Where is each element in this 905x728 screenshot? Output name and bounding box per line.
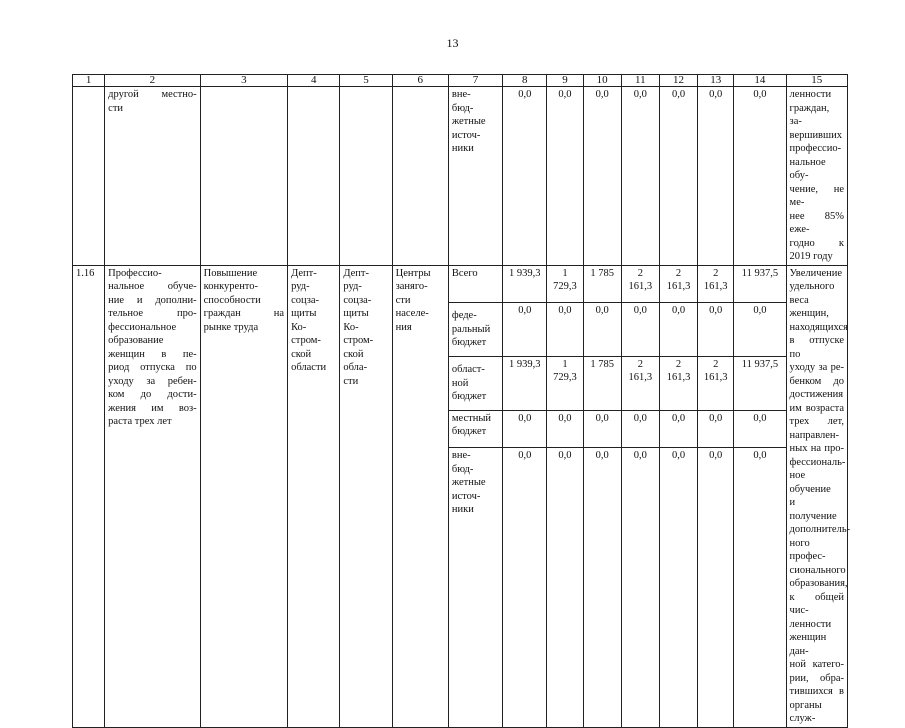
source-text: бюджет — [451, 426, 487, 438]
value-cell: 0,0 — [503, 448, 547, 727]
value-cell: 2 161,3 — [698, 356, 734, 410]
coexecutor-text: руд- — [343, 281, 362, 292]
value-cell: 0,0 — [503, 302, 547, 356]
value-cell: 0,0 — [547, 87, 583, 266]
value-cell: 0,0 — [734, 87, 786, 266]
coexecutor-text: обла- — [343, 362, 368, 373]
result-text: трех лет, — [789, 416, 844, 427]
cell-executor — [288, 265, 340, 727]
column-header: 8 — [503, 75, 547, 87]
coexecutor-text: Депт- — [343, 267, 369, 279]
value-cell: 0,0 — [659, 448, 697, 727]
cell-source — [448, 448, 502, 727]
page-number: 13 — [446, 36, 459, 50]
value-cell: 0,0 — [583, 302, 621, 356]
value-cell: 0,0 — [698, 302, 734, 356]
executor-text: Ко- — [291, 321, 307, 333]
value-cell: 1 939,3 — [503, 356, 547, 410]
cell-event — [105, 265, 200, 727]
value-cell: 1 939,3 — [503, 265, 547, 302]
event-text: тельное про- — [108, 308, 197, 319]
value-cell: 0,0 — [547, 448, 583, 727]
value-cell: 2 161,3 — [698, 265, 734, 302]
participants-text: ния — [395, 321, 412, 333]
header-row — [73, 75, 848, 87]
cell-participants — [392, 87, 448, 266]
event-text: риод отпуска по — [108, 362, 197, 373]
goal-text: способности — [203, 294, 261, 306]
value-cell: 0,0 — [583, 448, 621, 727]
cell-source — [448, 87, 502, 266]
value-cell: 11 937,5 — [734, 265, 786, 302]
result-text: граждан, за- — [789, 102, 830, 127]
column-header: 10 — [583, 75, 621, 87]
result-text: уходу за ре- — [789, 362, 844, 373]
source-text: бюджет — [451, 391, 487, 403]
column-header: 5 — [340, 75, 392, 87]
result-text: находящихся — [789, 321, 848, 333]
value-cell: 0,0 — [503, 87, 547, 266]
coexecutor-text: ской — [343, 348, 364, 360]
source-text: ной — [451, 377, 469, 389]
value-cell: 1 729,3 — [547, 265, 583, 302]
event-text: Профессио- — [108, 267, 162, 279]
result-text: профессио- — [789, 143, 842, 154]
value-cell: 0,0 — [659, 410, 697, 447]
cell-source — [448, 302, 502, 356]
source-text: бюджет — [451, 337, 487, 348]
participants-text: заняго- — [395, 281, 428, 292]
column-header: 4 — [288, 75, 340, 87]
value-cell: 0,0 — [734, 448, 786, 727]
coexecutor-text: соцза- — [343, 294, 372, 306]
value-cell: 0,0 — [698, 410, 734, 447]
value-cell: 0,0 — [659, 87, 697, 266]
source-text: ральный — [451, 323, 491, 335]
value-cell: 0,0 — [621, 302, 659, 356]
source-text: источ- — [451, 129, 481, 141]
executor-text: соцза- — [291, 294, 320, 306]
result-text: им возраста — [789, 402, 844, 414]
column-header: 1 — [73, 75, 105, 87]
cell-participants — [392, 265, 448, 727]
result-text: ное обучение — [789, 470, 831, 495]
result-text: бенком до — [789, 375, 844, 387]
event-text: раста трех лет — [108, 416, 172, 427]
event-text: ком до дости- — [108, 389, 197, 400]
event-text: нальное обуче- — [108, 281, 197, 292]
goal-text: рынке труда — [203, 321, 259, 333]
result-text: 2019 году — [789, 251, 833, 262]
result-text: веса женщин, — [789, 294, 829, 319]
result-text: ных на про- — [789, 443, 844, 454]
participants-text: сти — [395, 294, 411, 306]
result-text: ленности — [789, 618, 832, 630]
column-header: 11 — [621, 75, 659, 87]
result-text: образования, — [789, 578, 848, 589]
result-text: рии, обра- — [789, 672, 844, 684]
source-text: феде- — [451, 310, 477, 321]
value-cell: 1 785 — [583, 356, 621, 410]
result-text: фессиональ- — [789, 456, 846, 468]
event-text: ние и дополни- — [108, 294, 197, 306]
source-text: источ- — [451, 490, 481, 502]
participants-text: населе- — [395, 308, 429, 319]
value-cell: 0,0 — [583, 410, 621, 447]
column-header: 12 — [659, 75, 697, 87]
coexecutor-text: щиты — [343, 308, 369, 319]
result-text: и получение — [789, 497, 837, 522]
goal-text: Повышение — [203, 267, 258, 279]
executor-text: стром- — [291, 335, 321, 346]
goal-text: граждан на — [203, 308, 285, 319]
coexecutor-text: стром- — [343, 335, 374, 346]
result-text: сионального — [789, 564, 846, 576]
result-text: нее 85% еже- — [789, 210, 844, 235]
result-text: годно к — [789, 237, 844, 249]
executor-text: руд- — [291, 281, 310, 292]
result-text: вершивших — [789, 129, 842, 141]
value-cell: 0,0 — [698, 87, 734, 266]
value-cell: 0,0 — [659, 302, 697, 356]
executor-text: Депт- — [291, 267, 317, 279]
event-text: жения им воз- — [108, 402, 197, 414]
source-text: бюд- — [451, 463, 474, 475]
result-text: чение, не ме- — [789, 183, 844, 208]
cell-event — [105, 87, 200, 266]
value-cell: 2 161,3 — [659, 356, 697, 410]
source-text: жетные — [451, 116, 486, 127]
event-text: уходу за ребен- — [108, 375, 197, 387]
event-text: другой местно- — [108, 89, 197, 100]
executor-text: ской — [291, 348, 312, 360]
value-cell: 11 937,5 — [734, 356, 786, 410]
cell-number — [73, 87, 105, 266]
result-text: в отпуске по — [789, 335, 844, 360]
event-text: сти — [108, 102, 124, 114]
result-text: удельного — [789, 281, 835, 292]
cell-coexecutor — [340, 265, 392, 727]
event-text: женщин в пе- — [108, 348, 197, 360]
value-cell: 0,0 — [621, 410, 659, 447]
source-text: област- — [451, 364, 485, 376]
participants-text: Центры — [395, 267, 431, 279]
result-text: направлен- — [789, 429, 840, 441]
cell-number: 1.16 — [73, 265, 105, 727]
source-text: Всего — [451, 267, 478, 279]
column-header: 14 — [734, 75, 786, 87]
result-text: ной катего- — [789, 659, 844, 670]
value-cell: 1 785 — [583, 265, 621, 302]
cell-result — [786, 265, 851, 727]
result-text: женщин дан- — [789, 632, 827, 657]
source-text: местный — [451, 412, 491, 424]
result-text: ного профес- — [789, 537, 826, 562]
cell-result — [786, 87, 847, 266]
value-cell: 0,0 — [547, 302, 583, 356]
cell-source — [448, 265, 502, 302]
cell-goal — [200, 87, 287, 266]
value-cell: 0,0 — [734, 302, 786, 356]
result-text: Увеличение — [789, 267, 843, 279]
program-table — [72, 74, 851, 728]
source-text: вне- — [451, 89, 471, 100]
value-cell: 2 161,3 — [659, 265, 697, 302]
column-header: 2 — [105, 75, 200, 87]
result-text: тившихся в — [789, 686, 844, 697]
event-text: образование — [108, 335, 164, 346]
column-header: 6 — [392, 75, 448, 87]
column-header: 7 — [448, 75, 502, 87]
result-text: ленности — [789, 89, 832, 100]
column-header: 9 — [547, 75, 583, 87]
value-cell: 0,0 — [698, 448, 734, 727]
goal-text: конкуренто- — [203, 281, 259, 292]
continued-row — [73, 87, 848, 266]
cell-source — [448, 410, 502, 447]
value-cell: 1 729,3 — [547, 356, 583, 410]
result-text: к общей чис- — [789, 591, 844, 616]
coexecutor-text: сти — [343, 375, 359, 387]
cell-coexecutor — [340, 87, 392, 266]
value-cell: 2 161,3 — [621, 356, 659, 410]
column-header: 15 — [786, 75, 847, 87]
coexecutor-text: Ко- — [343, 321, 359, 333]
value-cell: 0,0 — [503, 410, 547, 447]
event-text: фессиональное — [108, 321, 177, 333]
source-text: ники — [451, 504, 474, 516]
value-cell: 2 161,3 — [621, 265, 659, 302]
result-text: достижения — [789, 389, 844, 400]
value-cell: 0,0 — [621, 87, 659, 266]
executor-text: области — [291, 362, 327, 373]
funding-row — [73, 265, 848, 302]
executor-text: щиты — [291, 308, 317, 319]
cell-goal — [200, 265, 287, 727]
source-text: жетные — [451, 477, 486, 489]
value-cell: 0,0 — [547, 410, 583, 447]
result-text: нальное обу- — [789, 156, 826, 181]
result-text: органы служ- — [789, 699, 822, 724]
value-cell: 0,0 — [583, 87, 621, 266]
value-cell: 0,0 — [621, 448, 659, 727]
result-text: дополнитель- — [789, 524, 851, 535]
source-text: вне- — [451, 450, 471, 462]
cell-source — [448, 356, 502, 410]
cell-executor — [288, 87, 340, 266]
source-text: ники — [451, 143, 474, 154]
column-header: 3 — [200, 75, 287, 87]
value-cell: 0,0 — [734, 410, 786, 447]
source-text: бюд- — [451, 102, 474, 114]
column-header: 13 — [698, 75, 734, 87]
